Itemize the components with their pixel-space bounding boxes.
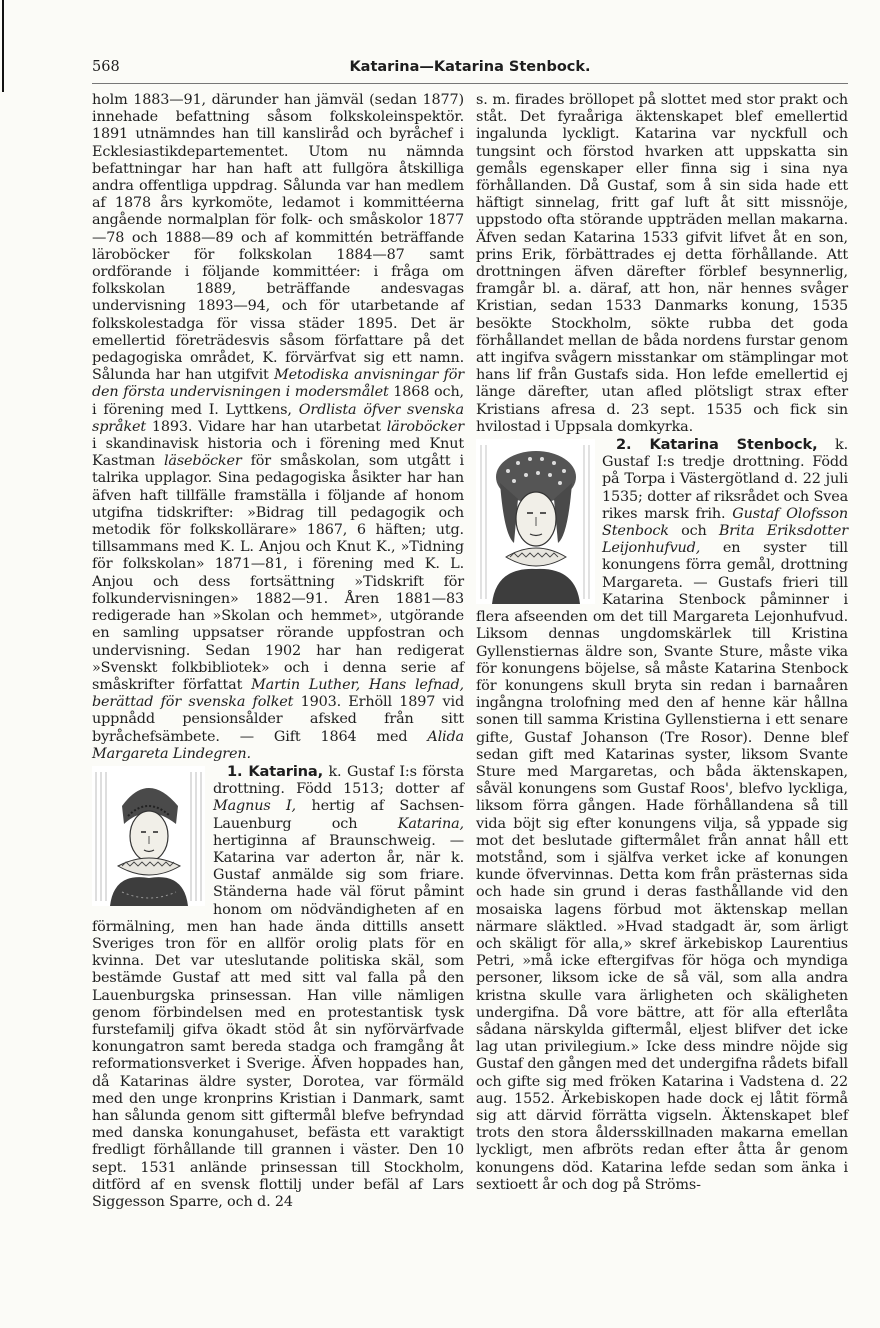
scan-edge-mark [2,0,4,92]
left-column [92,92,464,1211]
portrait-stenbock-icon [476,439,595,604]
entry-katarina: 1. Katarina, k. Gustaf I:s första drottning. Född 1513; dotter af Magnus I, hertig af Sachsen-Lauenburg och Katarina, hertiginna af Braunschweig. — Katarina var aderton år, när k. Gustaf anmälde sig som friare. Ständerna hade väl förut påmint honom om nödvändigheten af en förmälning, men han hade ända dittills ansett Sveriges tron för en allför orolig plats för en kvinna. Det var uteslutande politiska skäl, som bestämde Gustaf att med sitt val falla på den Lauenburgska prinsessan. Han ville nämligen genom förbindelsen med en protestantisk tysk furstefamilj gifva ökadt stöd åt sin nyförvärfvade konungatron samt bereda stadga och framgång åt reformationsverket i Sverige. Äfven hoppades han, då Katarinas äldre syster, Dorotea, var förmäld med den unge kronprins Kristian i Danmark, samt han sålunda genom sitt giftermål blefve befryndad med danska konungahuset, befästa ett varaktigt fredligt förhållande till grannen i väster. Den 10 sept. 1531 anlände prinsessan till Stockholm, ditförd af en svensk flottilj under befäl af Lars Siggesson Sparre, och d. 24 [92,762,464,1210]
page-header [92,59,848,83]
portrait-katarina-icon [92,766,205,906]
right-column [476,92,848,1194]
biography-continuation: holm 1883—91, därunder han jämväl (sedan 1877) innehade befattning såsom folkskoleinspektör. 1891 utnämndes han till kansliråd och byråchef i Ecklesiastikdepartementet. Utom nu nämnda befattningar har han haft att fullgöra åtskilliga andra offentliga uppdrag. Sålunda var han medlem af 1878 års kyrkomöte, ledamot i kommittéerna angående normalplan för folk- och småskolor 1877—78 och 1888—89 och af kommittén beträffande läroböcker för folkskolan 1884—87 samt ordförande i följande kommittéer: i fråga om folkskolan 1889, beträffande andesvagas undervisning 1893—94, och för utarbetande af folkskolestadga för vissa städer 1895. Det är emellertid företrädesvis såsom författare på det pedagogiska området, K. förvärfvat sig ett namn. Sålunda har han utgifvit Metodiska anvisningar för den första undervisningen i modersmålet 1868 och, i förening med I. Lyttkens, Ordlista öfver svenska språket 1893. Vidare har han utarbetat läroböcker i skandinavisk historia och i förening med Knut Kastman läseböcker för småskolan, som utgått i talrika upplagor. Sina pedagogiska åsikter har han äfven haft tillfälle framställa i följande af honom utgifna tidskrifter: »Bidrag till pedagogik och metodik för folkskollärare» 1867, 6 häften; utg. tillsammans med K. L. Anjou och Knut K., »Tidning för folkskolan» 1871—81, i förening med K. L. Anjou och dess fortsättning »Tidskrift för folkundervisningen» 1882—91. Åren 1881—83 redigerade han »Skolan och hemmet», utgörande en samling uppsatser rörande uppfostran och undervisning. Sedan 1902 har han redigerat »Svenskt folkbibliotek» och i denna serie af småskrifter författat Martin Luther, Hans lefnad, berättad för svenska folket 1903. Erhöll 1897 vid uppnådd pensionsålder afsked från sitt byråchefsämbete. — Gift 1864 med Alida Margareta Lindegren. [92,92,464,762]
entry-katarina-continuation: s. m. firades bröllopet på slottet med stor prakt och ståt. Det fyraåriga äktenskapet blef emellertid ingalunda lyckligt. Katarina var nyckfull och tungsint och förstod hvarken att uppskatta sin gemåls egenskaper eller finna sig i sina nya förhållanden. Då Gustaf, som å sin sida hade ett häftigt sinnelag, fritt gaf luft åt sitt missnöje, uppstodo ofta störande uppträden mellan makarna. Äfven sedan Katarina 1533 gifvit lifvet åt en son, prins Erik, förbättrades ej detta förhållande. Att drottningen äfven därefter förblef besynnerlig, framgår bl. a. däraf, att hon, när hennes svåger Kristian, sedan 1533 Danmarks konung, 1535 besökte Stockholm, sökte rubba det goda förhållandet mellan de båda nordens furstar genom att ingifva svågern misstankar om stämplingar mot hans lif från Gustafs sida. Hon lefde emellertid ej länge därefter, utan afled plötsligt strax efter Kristians afresa d. 23 sept. 1535 och fick sin hvilostad i Uppsala domkyrka. [476,92,848,435]
header-rule [92,83,848,84]
running-title: Katarina—Katarina Stenbock. [349,59,591,75]
entry-heading: 2. Katarina Stenbock, [616,436,818,454]
page-number: 568 [92,59,120,75]
entry-katarina-stenbock: 2. Katarina Stenbock, k. Gustaf I:s tredje drottning. Född på Torpa i Västergötland d. 22 juli 1535; dotter af riksrådet och Svea rikes marsk frih. Gustaf Olofsson Stenbock och Brita Eriksdotter Leijonhufvud, en syster till konungens förra gemål, drottning Margareta. — Gustafs frieri till Katarina Stenbock påminner i flera afseenden om det till Margareta Lejonhufvud. Liksom dennas ungdomskärlek till Kristina Gyllenstiernas äldre son, Svante Sture, måste vika för konungens böjelse, så måste Katarina Stenbock för konungens skull bryta sin redan i barnaåren ingångna trolofning med den af henne kär hållna sonen till samma Kristina Gyllenstierna i ett senare gifte, Gustaf Johanson (Tre Rosor). Denne blef sedan gift med Katarinas syster, liksom Svante Sture med Margaretas, och båda äktenskapen, såväl konungens som Gustaf Roos', blefvo lyckliga, liksom förra gången. Hade förhållandena så till vida böjt sig efter konungens vilja, så yppade sig mot det beslutade giftermålet från annat håll ett motstånd, som i själfva verket icke af konungen kunde öfvervinnas. Detta kom från prästernas sida och hade sin grund i deras fasthållande vid den mosaiska lagens förbud mot äktenskap mellan närmare släktled. »Hvad stadgadt är, som ärligt och skäligt för alla,» skref ärkebiskop Laurentius Petri, »må icke eftergifvas för höga och myndiga personer, liksom icke de så väl, som alla andra kristna skulle vara ärligheten och skäligheten undergifna. Då vore bättre, att för alla efterlåta sådana närskylda giftermål, eljest blifver det icke lag utan privilegium.» Icke dess mindre nöjde sig Gustaf den gången med det undergifna rådets bifall och gifte sig med fröken Katarina i Vadstena d. 22 aug. 1552. Ärkebiskopen hade dock ej låtit förmå sig att därvid förrätta vigseln. Äktenskapet blef trots den stora åldersskillnaden makarna emellan lyckligt, men afbröts redan efter åtta år genom konungens död. Katarina lefde sedan som änka i sextioett år och dog på Ströms- [476,436,848,1193]
entry-heading: 1. Katarina, [227,762,324,780]
